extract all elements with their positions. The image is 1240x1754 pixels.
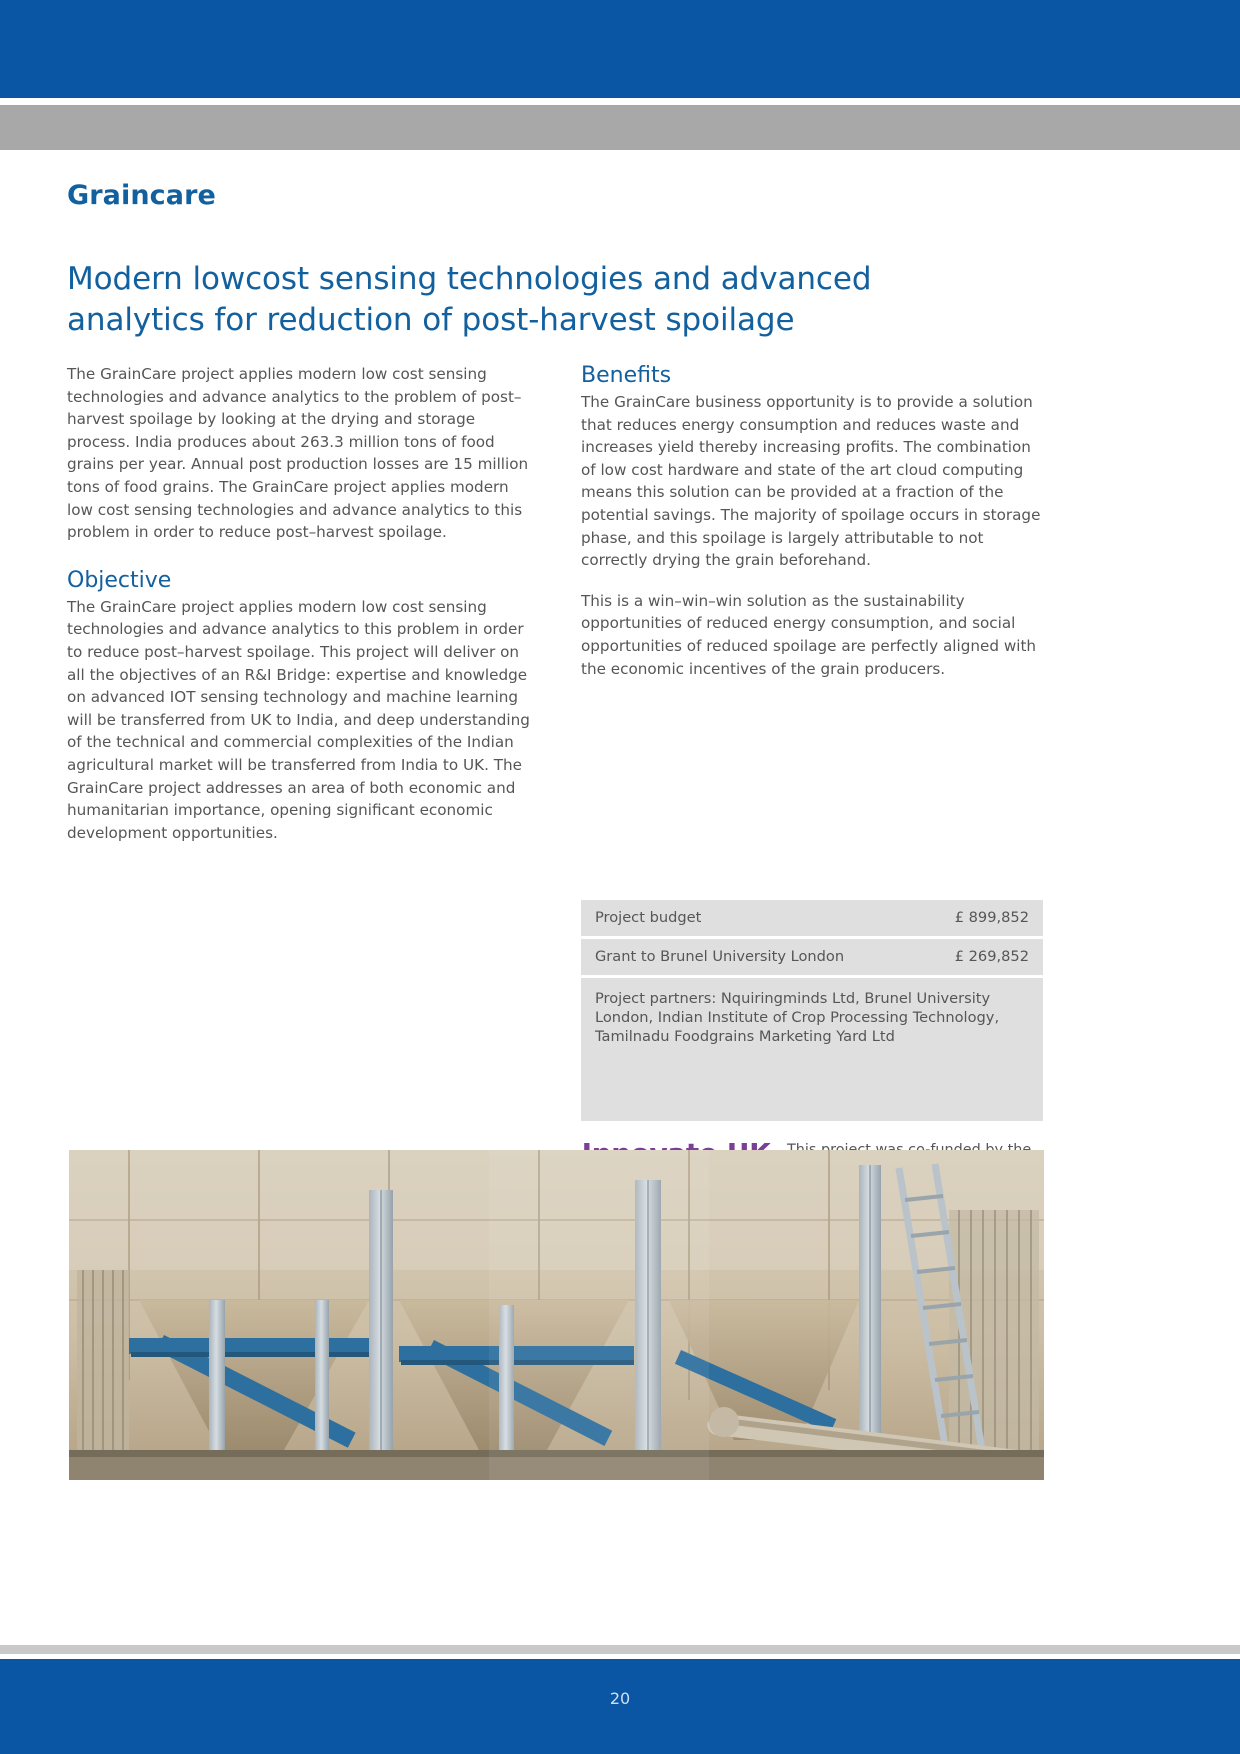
page-title: Modern lowcost sensing technologies and advanced analytics for reduction of post-harvest spoilage — [67, 260, 872, 338]
left-column — [67, 363, 537, 844]
table-row — [581, 939, 1043, 975]
objective-paragraph: The GrainCare project applies modern low cost sensing technologies and advance analytics to this problem in order to reduce post–harvest spoilage. This project will deliver on all the objectives of an R&I Bridge: expertise and knowledge on advanced IOT sensing technology and machine learning will be transferred from UK to India, and deep understanding of the technical and commercial complexities of the Indian agricultural market will be transferred from India to UK. The GrainCare project addresses an area of both economic and humanitarian importance, opening significant economic development opportunities. — [67, 597, 530, 842]
header-gray-band — [0, 105, 1240, 150]
project-kicker: Graincare — [67, 180, 216, 211]
project-partners-cell: Project partners: Nquiringminds Ltd, Brunel University London, Indian Institute of Crop Processing Technology, Tamilnadu Foodgrains Marketing Yard Ltd — [581, 978, 1043, 1121]
project-info-table — [581, 900, 1043, 1121]
footer-gray-rule — [0, 1645, 1240, 1654]
project-budget-amount: £ 899,852 — [954, 909, 1029, 926]
project-budget-label: Project budget — [595, 909, 702, 926]
photo-illustration — [69, 1150, 1044, 1480]
intro-paragraph: The GrainCare project applies modern low cost sensing technologies and advance analytics to the problem of post–harvest spoilage by looking at the drying and storage process. India produces about 263.3 million tons of food grains per year. Annual post production losses are 15 million tons of food grains. The GrainCare project applies modern low cost sensing technologies and advance analytics to this problem in order to reduce post–harvest spoilage. — [67, 365, 529, 542]
objective-heading: Objective — [67, 567, 172, 593]
grain-storage-photo — [69, 1150, 1044, 1480]
benefits-paragraph-2: This is a win–win–win solution as the sustainability opportunities of reduced energy consumption, and social opportunities of reduced spoilage are perfectly aligned with the economic incentives of the grain producers. — [581, 591, 1037, 678]
right-column — [581, 363, 1043, 680]
grant-label: Grant to Brunel University London — [595, 948, 845, 965]
grant-amount: £ 269,852 — [954, 948, 1029, 965]
header-blue-band — [0, 0, 1240, 98]
page-number: 20 — [609, 1689, 631, 1708]
benefits-heading: Benefits — [581, 363, 672, 388]
header-white-rule — [0, 98, 1240, 105]
table-row — [581, 900, 1043, 936]
benefits-paragraph-1: The GrainCare business opportunity is to provide a solution that reduces energy consumption and reduces waste and increases yield thereby increasing profits. The combination of low cost hardware and state of the art cloud computing means this solution can be provided at a fraction of the potential savings. The majority of spoilage occurs in storage phase, and this spoilage is largely attributable to not correctly drying the grain beforehand. — [581, 393, 1041, 570]
